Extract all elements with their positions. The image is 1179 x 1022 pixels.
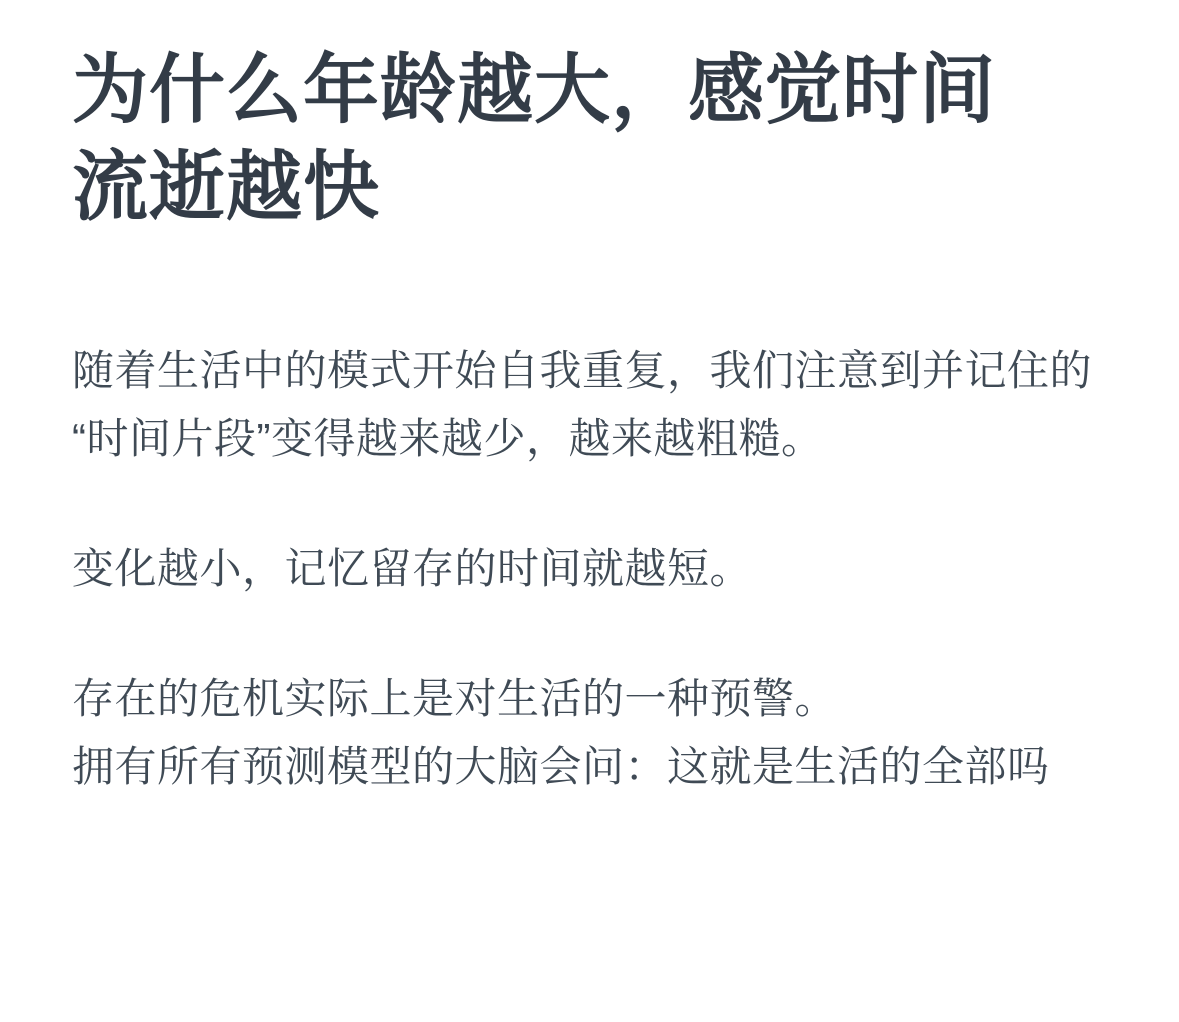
article-paragraph-2: 变化越小，记忆留存的时间就越短。 <box>72 544 753 592</box>
article-paragraph-3-line-2: 拥有所有预测模型的大脑会问：这就是生活的全部吗 <box>72 742 1050 790</box>
article-paragraph-1: 随着生活中的模式开始自我重复，我们注意到并记住的“时间片段”变得越来越少，越来越粗糙。 <box>72 346 1093 462</box>
article-paragraph-3 <box>72 665 1107 801</box>
article-body <box>72 337 1107 801</box>
page-title: 为什么年龄越大，感觉时间流逝越快 <box>72 48 996 231</box>
article-paragraph-3-line-1: 存在的危机实际上是对生活的一种预警。 <box>72 674 838 722</box>
